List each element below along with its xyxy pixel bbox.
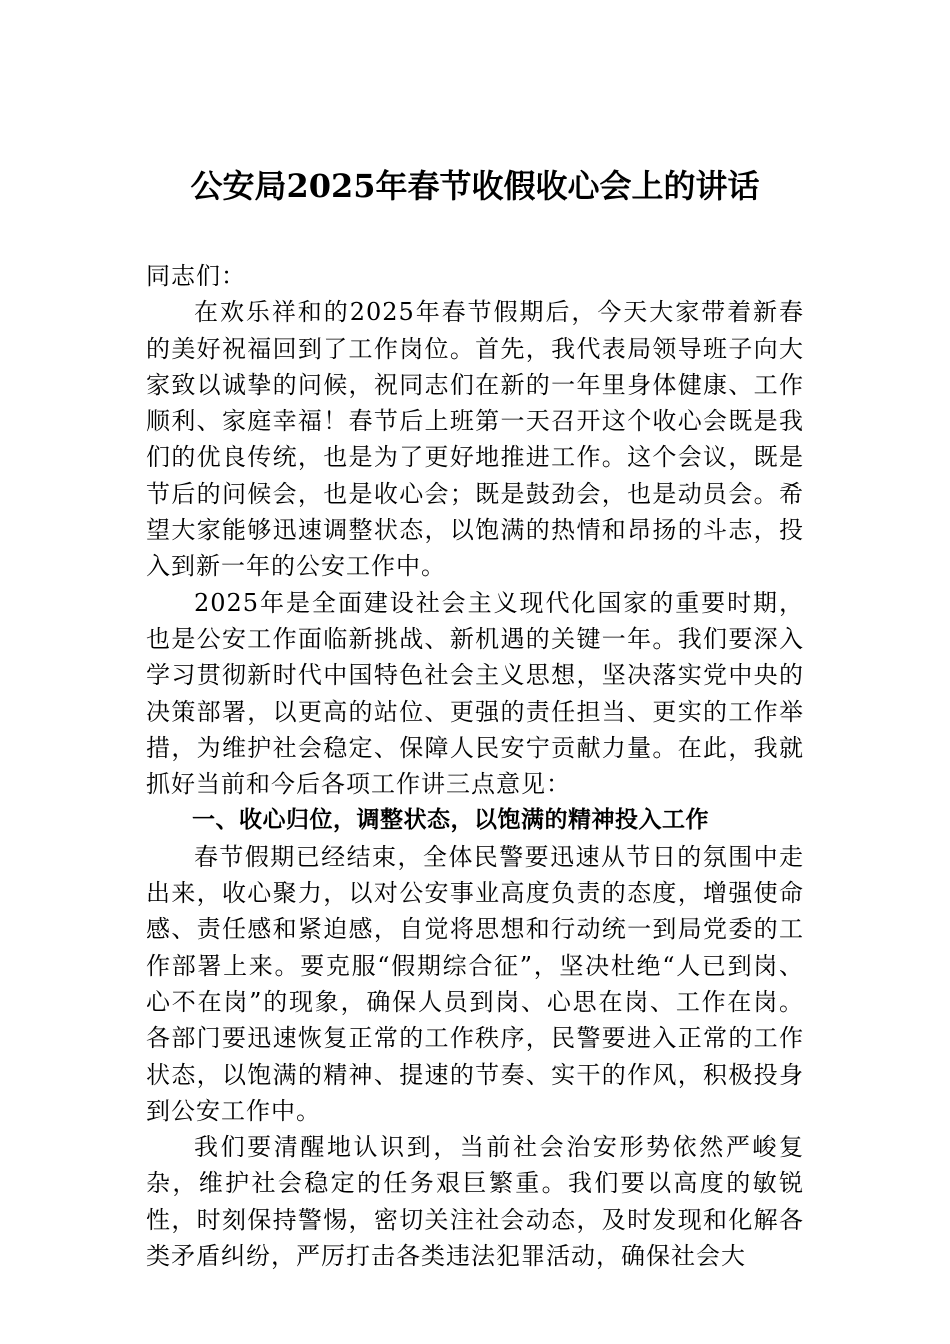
section-heading-1: 一、收心归位，调整状态，以饱满的精神投入工作 <box>192 807 709 834</box>
salutation: 同志们： <box>146 262 246 290</box>
paragraph-section-1-b: 我们要清醒地认识到，当前社会治安形势依然严峻复杂，维护社会稳定的任务艰巨繁重。我们要以高度的敏锐性，时刻保持警惕，密切关注社会动态，及时发现和化解各类矛盾纠纷，严厉打击各类违法犯罪活动，确保社会大 <box>146 1133 804 1271</box>
paragraph-overview: 2025年是全面建设社会主义现代化国家的重要时期，也是公安工作面临新挑战、新机遇的关键一年。我们要深入学习贯彻新时代中国特色社会主义思想，坚决落实党中央的决策部署，以更高的站位、更强的责任担当、更实的工作举措，为维护社会稳定、保障人民安宁贡献力量。在此，我就抓好当前和今后各项工作讲三点意见： <box>146 588 804 799</box>
paragraph-section-1-a: 春节假期已经结束，全体民警要迅速从节日的氛围中走出来，收心聚力，以对公安事业高度负责的态度，增强使命感、责任感和紧迫感，自觉将思想和行动统一到局党委的工作部署上来。要克服“假期综合征”，坚决杜绝“人已到岗、心不在岗”的现象，确保人员到岗、心思在岗、工作在岗。各部门要迅速恢复正常的工作秩序，民警要进入正常的工作状态，以饱满的精神、提速的节奏、实干的作风，积极投身到公安工作中。 <box>146 842 804 1125</box>
document-title: 公安局2025年春节收假收心会上的讲话 <box>190 167 760 205</box>
paragraph-opening: 在欢乐祥和的2025年春节假期后，今天大家带着新春的美好祝福回到了工作岗位。首先，我代表局领导班子向大家致以诚挚的问候，祝同志们在新的一年里身体健康、工作顺利、家庭幸福！春节后上班第一天召开这个收心会既是我们的优良传统，也是为了更好地推进工作。这个会议，既是节后的问候会，也是收心会；既是鼓劲会，也是动员会。希望大家能够迅速调整状态，以饱满的热情和昂扬的斗志，投入到新一年的公安工作中。 <box>146 298 804 581</box>
document-body <box>146 258 804 1274</box>
